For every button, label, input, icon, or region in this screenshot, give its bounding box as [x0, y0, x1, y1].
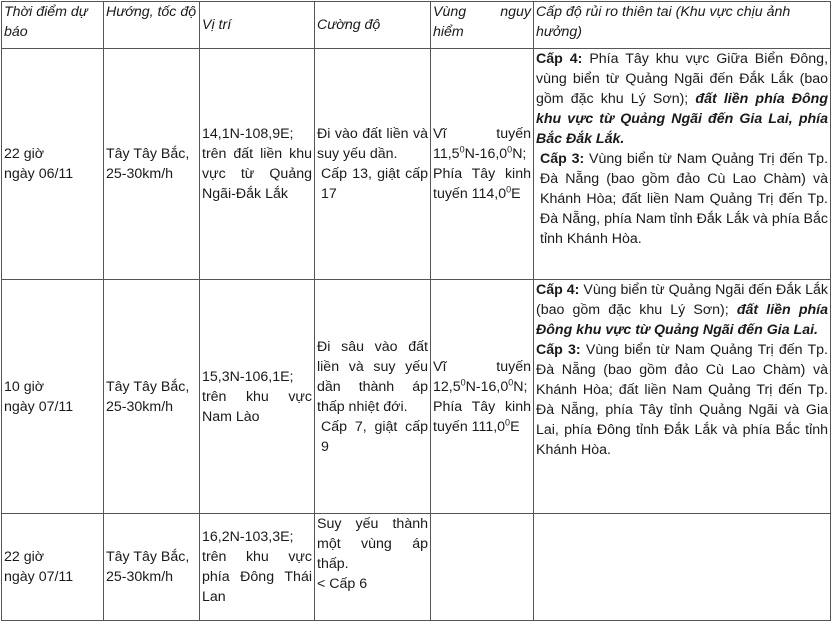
- degree-sup: 0: [507, 144, 513, 155]
- risk-4-emphasis: đất liền phía Đông khu vực từ Quảng Ngãi đến Gia Lai.: [536, 302, 828, 338]
- header-time: Thời điểm dự báo: [2, 2, 104, 49]
- position-cell: 14,1N-108,9E; trên đất liền khu vực từ Quảng Ngãi-Đắk Lắk: [200, 49, 315, 280]
- risk-4-text: Vùng biển từ Quảng Ngãi đến Đắk Lắk (bao gồm đặc khu Lý Sơn);: [536, 282, 829, 318]
- degree-sup: 0: [460, 376, 466, 387]
- header-intensity: Cường độ: [315, 2, 431, 49]
- risk-3-text: Vùng biển từ Nam Quảng Trị đến Tp. Đà Nẵng (bao gồm đảo Cù Lao Chàm) và Khánh Hòa; đất liền Nam Quảng Trị đến Tp. Đà Nẵng, phía Nam tỉnh Đắk Lắk và phía Bắc tỉnh Khánh Hòa.: [540, 151, 829, 247]
- direction-cell: Tây Tây Bắc, 25-30km/h: [104, 280, 200, 514]
- risk-level-3: [536, 149, 828, 249]
- time-date: ngày 07/11: [4, 569, 74, 585]
- risk-4-label: Cấp 4:: [536, 282, 580, 298]
- risk-level-4: [536, 280, 828, 340]
- zone-text: N-16,0: [464, 146, 508, 162]
- position-cell: 15,3N-106,1E; trên khu vực Nam Lào: [200, 280, 315, 514]
- forecast-table: [1, 1, 831, 621]
- table-row: [2, 514, 831, 621]
- direction-cell: Tây Tây Bắc, 25-30km/h: [104, 49, 200, 280]
- intensity-text: Suy yếu thành một vùng áp thấp.: [317, 516, 428, 572]
- header-position: Vị trí: [200, 2, 315, 49]
- danger-zone-cell: [431, 514, 534, 621]
- time-hour: 22 giờ: [4, 146, 45, 162]
- risk-4-text: Phía Tây khu vực Giữa Biển Đông, vùng biển từ Quảng Ngãi đến Đắk Lắk (bao gồm đặc khu Lý Sơn);: [536, 51, 829, 107]
- risk-level-cell: [534, 280, 831, 514]
- intensity-level: Cấp 13, giật cấp 17: [321, 166, 428, 202]
- risk-level-3: [536, 340, 828, 460]
- intensity-text: Đi sâu vào đất liền và suy yếu dần thành áp thấp nhiệt đới.: [317, 338, 428, 415]
- header-risk-level: Cấp độ rủi ro thiên tai (Khu vực chịu ảnh hưởng): [534, 2, 831, 49]
- danger-zone-cell: [431, 49, 534, 280]
- header-row: [2, 2, 831, 49]
- zone-text: E: [511, 186, 521, 202]
- time-date: ngày 06/11: [4, 166, 74, 182]
- zone-text: Vĩ tuyến 12,5: [433, 358, 531, 395]
- intensity-level: Cấp 7, giật cấp 9: [321, 418, 428, 455]
- time-hour: 10 giờ: [4, 378, 45, 395]
- degree-sup: 0: [459, 144, 465, 155]
- intensity-level: < Cấp 6: [317, 576, 368, 592]
- degree-sup: 0: [508, 376, 514, 387]
- zone-text: N; Phía Tây kinh tuyến 111,0: [433, 378, 531, 435]
- zone-text: E: [510, 418, 520, 435]
- intensity-cell: [315, 514, 431, 621]
- risk-4-emphasis: đất liền phía Đông khu vực từ Quảng Ngãi đến Gia Lai, phía Bắc Đắk Lắk.: [536, 91, 828, 147]
- zone-text: N-16,0: [465, 378, 509, 395]
- risk-level-4: [536, 49, 828, 149]
- header-danger-zone: Vùng nguy hiểm: [431, 2, 534, 49]
- intensity-cell: [315, 280, 431, 514]
- risk-3-label: Cấp 3:: [536, 342, 581, 358]
- degree-sup: 0: [506, 184, 512, 195]
- danger-zone-cell: [431, 280, 534, 514]
- zone-text: N; Phía Tây kinh tuyến 114,0: [433, 146, 531, 202]
- risk-3-text: Vùng biển từ Nam Quảng Trị đến Tp. Đà Nẵng (bao gồm đảo Cù Lao Chàm) và Khánh Hòa; đất liền Nam Quảng Trị đến Tp. Đà Nẵng, phía Tây tỉnh Quảng Ngãi và Gia Lai, phía Đông tỉnh Đắk Lắk và phía Bắc tỉnh Khánh Hòa.: [536, 342, 829, 458]
- risk-3-label: Cấp 3:: [540, 151, 585, 167]
- header-direction: Hướng, tốc độ: [104, 2, 200, 49]
- time-cell: [2, 280, 104, 514]
- degree-sup: 0: [505, 416, 511, 427]
- risk-level-cell: [534, 514, 831, 621]
- time-cell: [2, 514, 104, 621]
- intensity-text: Đi vào đất liền và suy yếu dần.: [317, 126, 428, 162]
- risk-4-label: Cấp 4:: [536, 51, 583, 67]
- time-date: ngày 07/11: [4, 398, 74, 415]
- risk-level-cell: [534, 49, 831, 280]
- intensity-cell: [315, 49, 431, 280]
- direction-cell: Tây Tây Bắc, 25-30km/h: [104, 514, 200, 621]
- table-row: [2, 49, 831, 280]
- table-row: [2, 280, 831, 514]
- position-cell: 16,2N-103,3E; trên khu vực phía Đông Thái Lan: [200, 514, 315, 621]
- zone-text: Vĩ tuyến 11,5: [433, 126, 531, 162]
- time-cell: [2, 49, 104, 280]
- time-hour: 22 giờ: [4, 549, 45, 565]
